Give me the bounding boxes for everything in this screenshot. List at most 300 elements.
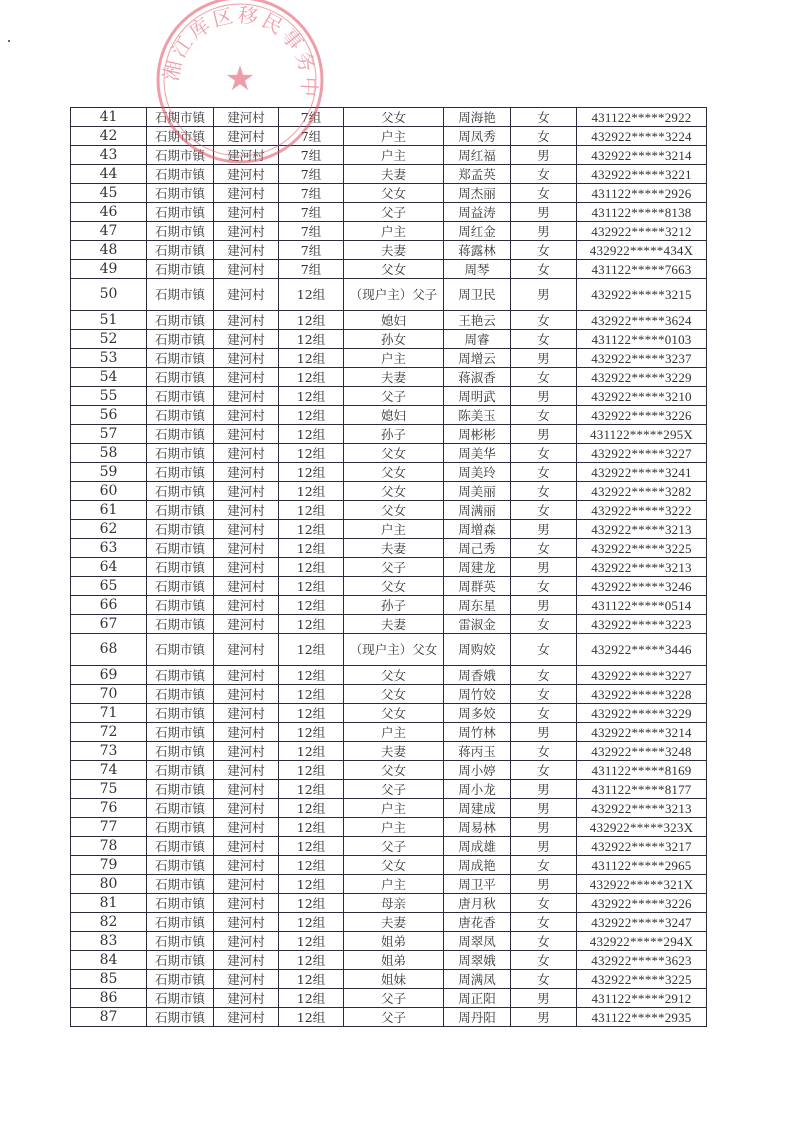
cell-relation: 父女	[344, 260, 444, 279]
cell-row-number: 68	[71, 634, 147, 666]
cell-village: 建河村	[214, 596, 279, 615]
cell-id-number: 432922*****3623	[577, 951, 707, 970]
cell-town: 石期市镇	[147, 425, 214, 444]
cell-village: 建河村	[214, 1008, 279, 1027]
cell-group: 7组	[279, 108, 344, 127]
cell-relation: 户主	[344, 875, 444, 894]
cell-relation: 父子	[344, 837, 444, 856]
cell-group: 12组	[279, 666, 344, 685]
cell-group: 12组	[279, 685, 344, 704]
cell-id-number: 431122*****295X	[577, 425, 707, 444]
cell-name: 唐花香	[444, 913, 511, 932]
cell-town: 石期市镇	[147, 146, 214, 165]
cell-gender: 女	[511, 913, 577, 932]
cell-name: 郑孟英	[444, 165, 511, 184]
cell-group: 7组	[279, 241, 344, 260]
table-row	[71, 146, 707, 165]
cell-name: 周彬彬	[444, 425, 511, 444]
cell-gender: 女	[511, 444, 577, 463]
cell-village: 建河村	[214, 425, 279, 444]
cell-group: 12组	[279, 482, 344, 501]
cell-name: 唐月秋	[444, 894, 511, 913]
cell-gender: 女	[511, 539, 577, 558]
cell-group: 12组	[279, 558, 344, 577]
table-row	[71, 577, 707, 596]
cell-town: 石期市镇	[147, 482, 214, 501]
cell-row-number: 49	[71, 260, 147, 279]
cell-gender: 女	[511, 127, 577, 146]
cell-gender: 女	[511, 406, 577, 425]
cell-group: 12组	[279, 799, 344, 818]
cell-id-number: 432922*****3212	[577, 222, 707, 241]
cell-name: 周凤秀	[444, 127, 511, 146]
cell-relation: 父女	[344, 108, 444, 127]
cell-row-number: 44	[71, 165, 147, 184]
table-row	[71, 1008, 707, 1027]
cell-gender: 女	[511, 368, 577, 387]
cell-name: 陈美玉	[444, 406, 511, 425]
cell-id-number: 432922*****3228	[577, 685, 707, 704]
cell-name: 周竹林	[444, 723, 511, 742]
cell-row-number: 50	[71, 279, 147, 311]
table-row	[71, 406, 707, 425]
cell-group: 12组	[279, 311, 344, 330]
cell-id-number: 432922*****3248	[577, 742, 707, 761]
cell-row-number: 76	[71, 799, 147, 818]
cell-town: 石期市镇	[147, 222, 214, 241]
cell-name: 周红福	[444, 146, 511, 165]
cell-group: 12组	[279, 520, 344, 539]
cell-relation: 父女	[344, 761, 444, 780]
cell-town: 石期市镇	[147, 723, 214, 742]
cell-row-number: 87	[71, 1008, 147, 1027]
cell-gender: 男	[511, 596, 577, 615]
cell-id-number: 432922*****3225	[577, 970, 707, 989]
svg-text:湘江库区移民事务中心: 湘江库区移民事务中	[158, 2, 322, 101]
table-row	[71, 951, 707, 970]
cell-id-number: 432922*****3222	[577, 501, 707, 520]
cell-town: 石期市镇	[147, 165, 214, 184]
cell-id-number: 432922*****321X	[577, 875, 707, 894]
table-row	[71, 634, 707, 666]
cell-id-number: 431122*****2912	[577, 989, 707, 1008]
cell-town: 石期市镇	[147, 127, 214, 146]
cell-name: 周香娥	[444, 666, 511, 685]
cell-town: 石期市镇	[147, 761, 214, 780]
cell-group: 12组	[279, 596, 344, 615]
cell-gender: 女	[511, 260, 577, 279]
cell-gender: 女	[511, 932, 577, 951]
cell-gender: 女	[511, 666, 577, 685]
cell-village: 建河村	[214, 723, 279, 742]
cell-row-number: 69	[71, 666, 147, 685]
cell-name: 周满凤	[444, 970, 511, 989]
cell-village: 建河村	[214, 349, 279, 368]
cell-town: 石期市镇	[147, 279, 214, 311]
cell-town: 石期市镇	[147, 444, 214, 463]
cell-name: 蒋露林	[444, 241, 511, 260]
cell-town: 石期市镇	[147, 406, 214, 425]
table-row	[71, 666, 707, 685]
cell-relation: 父女	[344, 685, 444, 704]
cell-town: 石期市镇	[147, 685, 214, 704]
cell-village: 建河村	[214, 127, 279, 146]
cell-name: 周满丽	[444, 501, 511, 520]
table-row	[71, 837, 707, 856]
cell-row-number: 46	[71, 203, 147, 222]
cell-id-number: 431122*****2935	[577, 1008, 707, 1027]
cell-group: 12组	[279, 330, 344, 349]
cell-name: 周丹阳	[444, 1008, 511, 1027]
cell-id-number: 431122*****7663	[577, 260, 707, 279]
cell-row-number: 78	[71, 837, 147, 856]
cell-gender: 女	[511, 501, 577, 520]
cell-row-number: 66	[71, 596, 147, 615]
table-row	[71, 780, 707, 799]
table-row	[71, 260, 707, 279]
cell-gender: 男	[511, 837, 577, 856]
table-row	[71, 241, 707, 260]
table-row	[71, 127, 707, 146]
cell-village: 建河村	[214, 260, 279, 279]
cell-name: 周成艳	[444, 856, 511, 875]
cell-gender: 男	[511, 203, 577, 222]
cell-group: 12组	[279, 704, 344, 723]
cell-relation: 夫妻	[344, 913, 444, 932]
table-row	[71, 311, 707, 330]
cell-name: 周益涛	[444, 203, 511, 222]
cell-row-number: 79	[71, 856, 147, 875]
cell-row-number: 64	[71, 558, 147, 577]
table-row	[71, 818, 707, 837]
cell-row-number: 80	[71, 875, 147, 894]
cell-group: 12组	[279, 577, 344, 596]
cell-row-number: 73	[71, 742, 147, 761]
cell-gender: 男	[511, 222, 577, 241]
cell-town: 石期市镇	[147, 666, 214, 685]
cell-relation: 孙子	[344, 596, 444, 615]
cell-town: 石期市镇	[147, 577, 214, 596]
cell-name: 周琴	[444, 260, 511, 279]
cell-gender: 女	[511, 330, 577, 349]
cell-group: 12组	[279, 615, 344, 634]
cell-group: 12组	[279, 406, 344, 425]
cell-name: 周易林	[444, 818, 511, 837]
cell-group: 12组	[279, 761, 344, 780]
cell-group: 12组	[279, 463, 344, 482]
cell-relation: 孙子	[344, 425, 444, 444]
cell-village: 建河村	[214, 539, 279, 558]
table-row	[71, 184, 707, 203]
cell-id-number: 432922*****3237	[577, 349, 707, 368]
cell-town: 石期市镇	[147, 387, 214, 406]
cell-relation: 父子	[344, 989, 444, 1008]
table-row	[71, 444, 707, 463]
cell-id-number: 432922*****3215	[577, 279, 707, 311]
cell-village: 建河村	[214, 875, 279, 894]
cell-village: 建河村	[214, 742, 279, 761]
cell-gender: 男	[511, 146, 577, 165]
cell-gender: 女	[511, 311, 577, 330]
cell-village: 建河村	[214, 577, 279, 596]
cell-id-number: 432922*****3446	[577, 634, 707, 666]
cell-relation: 夫妻	[344, 742, 444, 761]
cell-row-number: 48	[71, 241, 147, 260]
cell-group: 12组	[279, 634, 344, 666]
cell-row-number: 83	[71, 932, 147, 951]
cell-id-number: 431122*****8169	[577, 761, 707, 780]
cell-group: 12组	[279, 780, 344, 799]
cell-gender: 女	[511, 634, 577, 666]
cell-name: 周东星	[444, 596, 511, 615]
cell-group: 12组	[279, 387, 344, 406]
cell-relation: 户主	[344, 520, 444, 539]
table-row	[71, 539, 707, 558]
cell-row-number: 47	[71, 222, 147, 241]
cell-town: 石期市镇	[147, 501, 214, 520]
cell-village: 建河村	[214, 634, 279, 666]
cell-name: 周美玲	[444, 463, 511, 482]
cell-row-number: 75	[71, 780, 147, 799]
cell-relation: 父女	[344, 501, 444, 520]
cell-gender: 女	[511, 685, 577, 704]
cell-town: 石期市镇	[147, 970, 214, 989]
cell-name: 蒋淑香	[444, 368, 511, 387]
table-row	[71, 723, 707, 742]
cell-group: 12组	[279, 913, 344, 932]
cell-name: 周己秀	[444, 539, 511, 558]
cell-group: 7组	[279, 203, 344, 222]
table-row	[71, 222, 707, 241]
cell-village: 建河村	[214, 894, 279, 913]
cell-town: 石期市镇	[147, 203, 214, 222]
cell-id-number: 431122*****0514	[577, 596, 707, 615]
cell-village: 建河村	[214, 444, 279, 463]
cell-gender: 女	[511, 184, 577, 203]
cell-group: 7组	[279, 184, 344, 203]
cell-relation: 媳妇	[344, 311, 444, 330]
cell-group: 12组	[279, 818, 344, 837]
cell-name: 周成雄	[444, 837, 511, 856]
cell-row-number: 58	[71, 444, 147, 463]
cell-id-number: 432922*****3213	[577, 520, 707, 539]
cell-name: 周正阳	[444, 989, 511, 1008]
table-row	[71, 330, 707, 349]
cell-name: 周美丽	[444, 482, 511, 501]
cell-town: 石期市镇	[147, 558, 214, 577]
cell-village: 建河村	[214, 406, 279, 425]
cell-town: 石期市镇	[147, 330, 214, 349]
cell-name: 周翠娥	[444, 951, 511, 970]
cell-group: 12组	[279, 989, 344, 1008]
cell-row-number: 45	[71, 184, 147, 203]
cell-id-number: 432922*****3210	[577, 387, 707, 406]
cell-village: 建河村	[214, 970, 279, 989]
cell-group: 7组	[279, 146, 344, 165]
cell-id-number: 432922*****3225	[577, 539, 707, 558]
cell-relation: 父女	[344, 704, 444, 723]
cell-group: 12组	[279, 425, 344, 444]
cell-gender: 女	[511, 463, 577, 482]
cell-row-number: 61	[71, 501, 147, 520]
cell-row-number: 70	[71, 685, 147, 704]
table-row	[71, 875, 707, 894]
table-row	[71, 501, 707, 520]
cell-village: 建河村	[214, 165, 279, 184]
cell-name: 周群英	[444, 577, 511, 596]
cell-village: 建河村	[214, 558, 279, 577]
table-row	[71, 108, 707, 127]
cell-relation: 户主	[344, 146, 444, 165]
resident-table	[70, 107, 707, 1027]
cell-id-number: 432922*****3226	[577, 406, 707, 425]
cell-name: 周卫平	[444, 875, 511, 894]
table-row	[71, 387, 707, 406]
cell-town: 石期市镇	[147, 913, 214, 932]
cell-id-number: 432922*****3213	[577, 558, 707, 577]
cell-id-number: 432922*****3246	[577, 577, 707, 596]
cell-town: 石期市镇	[147, 260, 214, 279]
table-row	[71, 203, 707, 222]
cell-id-number: 432922*****3223	[577, 615, 707, 634]
cell-name: 周卫民	[444, 279, 511, 311]
table-row	[71, 349, 707, 368]
table-row	[71, 463, 707, 482]
cell-name: 周购姣	[444, 634, 511, 666]
cell-row-number: 72	[71, 723, 147, 742]
cell-id-number: 432922*****323X	[577, 818, 707, 837]
cell-gender: 女	[511, 165, 577, 184]
cell-gender: 男	[511, 780, 577, 799]
cell-name: 周杰丽	[444, 184, 511, 203]
cell-id-number: 432922*****3624	[577, 311, 707, 330]
cell-relation: 户主	[344, 723, 444, 742]
cell-relation: 媳妇	[344, 406, 444, 425]
cell-village: 建河村	[214, 387, 279, 406]
cell-village: 建河村	[214, 463, 279, 482]
cell-village: 建河村	[214, 856, 279, 875]
cell-gender: 男	[511, 425, 577, 444]
cell-id-number: 431122*****2965	[577, 856, 707, 875]
table-row	[71, 482, 707, 501]
cell-town: 石期市镇	[147, 184, 214, 203]
cell-gender: 女	[511, 108, 577, 127]
table-row	[71, 685, 707, 704]
cell-town: 石期市镇	[147, 894, 214, 913]
cell-village: 建河村	[214, 837, 279, 856]
cell-name: 周增云	[444, 349, 511, 368]
table-row	[71, 799, 707, 818]
cell-row-number: 41	[71, 108, 147, 127]
cell-name: 周建成	[444, 799, 511, 818]
cell-row-number: 86	[71, 989, 147, 1008]
cell-name: 周建龙	[444, 558, 511, 577]
cell-relation: 父子	[344, 387, 444, 406]
cell-name: 周明武	[444, 387, 511, 406]
cell-village: 建河村	[214, 951, 279, 970]
cell-row-number: 52	[71, 330, 147, 349]
cell-village: 建河村	[214, 520, 279, 539]
cell-group: 12组	[279, 349, 344, 368]
cell-name: 周翠凤	[444, 932, 511, 951]
cell-town: 石期市镇	[147, 989, 214, 1008]
cell-id-number: 432922*****3224	[577, 127, 707, 146]
cell-village: 建河村	[214, 989, 279, 1008]
cell-gender: 女	[511, 894, 577, 913]
cell-gender: 男	[511, 387, 577, 406]
table-row	[71, 368, 707, 387]
cell-gender: 男	[511, 279, 577, 311]
cell-village: 建河村	[214, 799, 279, 818]
cell-relation: 父女	[344, 463, 444, 482]
table-row	[71, 596, 707, 615]
cell-name: 周增森	[444, 520, 511, 539]
cell-town: 石期市镇	[147, 596, 214, 615]
cell-town: 石期市镇	[147, 704, 214, 723]
cell-gender: 男	[511, 989, 577, 1008]
cell-group: 12组	[279, 894, 344, 913]
cell-relation: 夫妻	[344, 165, 444, 184]
cell-name: 周美华	[444, 444, 511, 463]
cell-id-number: 431122*****0103	[577, 330, 707, 349]
cell-id-number: 432922*****3214	[577, 723, 707, 742]
table-row	[71, 989, 707, 1008]
cell-row-number: 67	[71, 615, 147, 634]
cell-village: 建河村	[214, 146, 279, 165]
cell-village: 建河村	[214, 501, 279, 520]
cell-group: 12组	[279, 723, 344, 742]
cell-relation: （现户主）父子	[344, 279, 444, 311]
cell-id-number: 431122*****2926	[577, 184, 707, 203]
table-row	[71, 761, 707, 780]
cell-row-number: 85	[71, 970, 147, 989]
cell-village: 建河村	[214, 368, 279, 387]
cell-group: 7组	[279, 260, 344, 279]
cell-relation: 户主	[344, 799, 444, 818]
cell-relation: 户主	[344, 349, 444, 368]
table-row	[71, 615, 707, 634]
cell-relation: 夫妻	[344, 615, 444, 634]
cell-group: 12组	[279, 539, 344, 558]
cell-group: 7组	[279, 222, 344, 241]
cell-name: 周睿	[444, 330, 511, 349]
table-body	[71, 108, 707, 1027]
cell-relation: 父子	[344, 1008, 444, 1027]
cell-relation: 父子	[344, 780, 444, 799]
cell-gender: 男	[511, 520, 577, 539]
cell-gender: 男	[511, 799, 577, 818]
cell-name: 周多姣	[444, 704, 511, 723]
table-row	[71, 520, 707, 539]
cell-relation: 夫妻	[344, 539, 444, 558]
cell-row-number: 53	[71, 349, 147, 368]
cell-relation: 姐妹	[344, 970, 444, 989]
cell-id-number: 432922*****3282	[577, 482, 707, 501]
cell-town: 石期市镇	[147, 1008, 214, 1027]
cell-row-number: 62	[71, 520, 147, 539]
cell-town: 石期市镇	[147, 856, 214, 875]
cell-row-number: 57	[71, 425, 147, 444]
cell-row-number: 54	[71, 368, 147, 387]
cell-group: 12组	[279, 837, 344, 856]
table-row	[71, 856, 707, 875]
cell-town: 石期市镇	[147, 108, 214, 127]
cell-gender: 女	[511, 577, 577, 596]
cell-village: 建河村	[214, 482, 279, 501]
cell-group: 12组	[279, 856, 344, 875]
table-row	[71, 279, 707, 311]
cell-gender: 男	[511, 558, 577, 577]
